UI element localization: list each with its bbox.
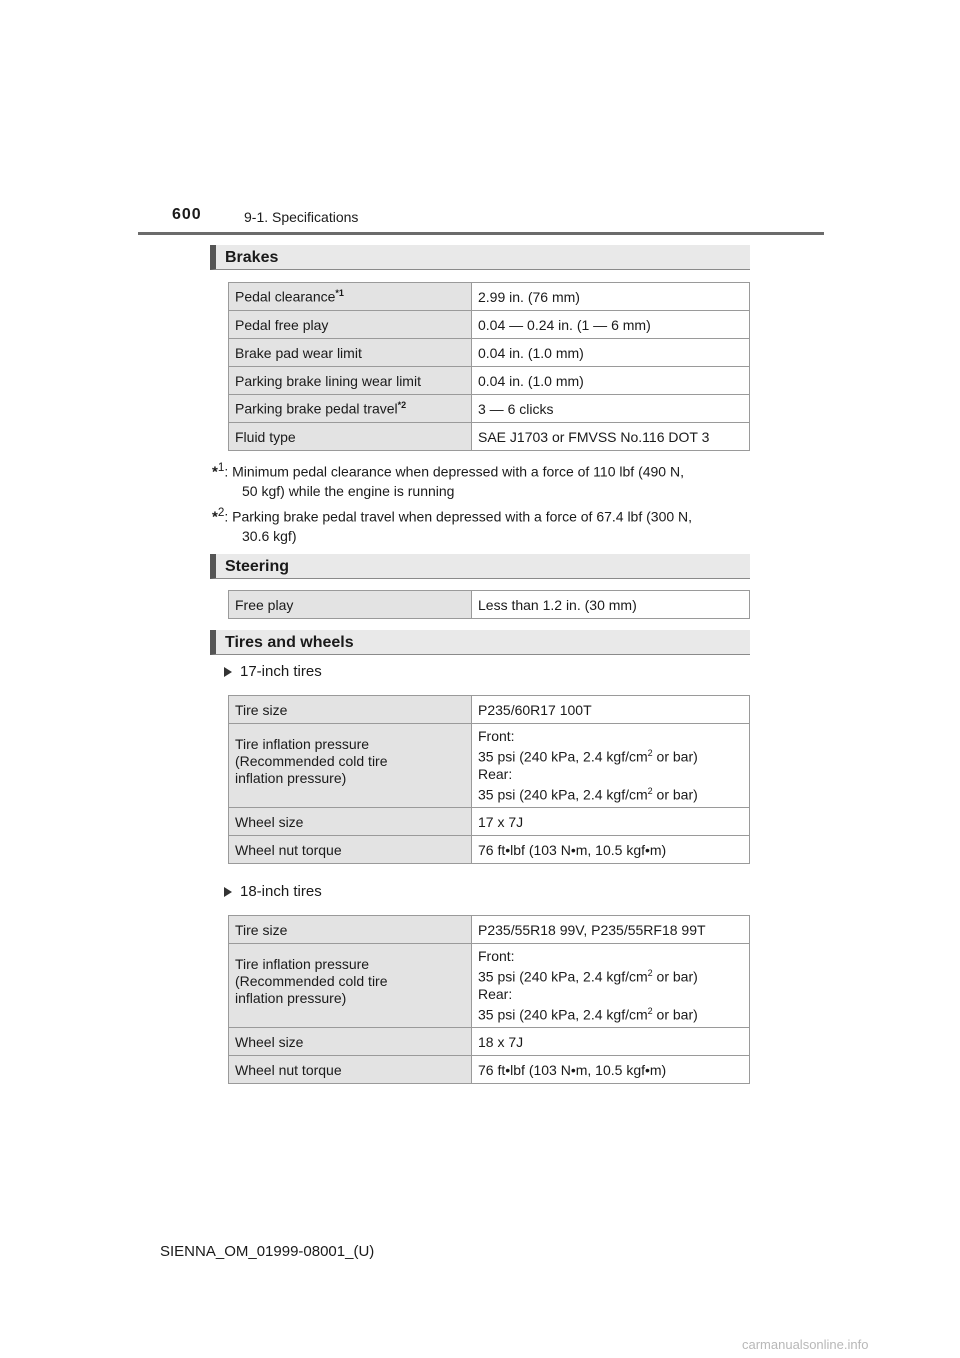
tires-17-table	[228, 695, 750, 864]
table-row	[229, 1056, 750, 1084]
header-rule	[138, 232, 824, 235]
tire-size-value: P235/55R18 99V, P235/55RF18 99T	[472, 916, 750, 944]
wheel-size-value: 17 x 7J	[472, 808, 750, 836]
tire-pressure-label: Tire inflation pressure (Recommended cold tire inflation pressure)	[229, 724, 472, 808]
pedal-free-play-value: 0.04 — 0.24 in. (1 — 6 mm)	[472, 311, 750, 339]
parking-lining-value: 0.04 in. (1.0 mm)	[472, 367, 750, 395]
brakes-title: Brakes	[225, 249, 279, 266]
wheel-torque-value: 76 ft•lbf (103 N•m, 10.5 kgf•m)	[472, 836, 750, 864]
footnote-text: : Parking brake pedal travel when depressed with a force of 67.4 lbf (300 N,	[224, 508, 693, 525]
fluid-type-label: Fluid type	[229, 423, 472, 451]
table-row	[229, 591, 750, 619]
footnote-1	[212, 458, 752, 501]
parking-travel-value: 3 — 6 clicks	[472, 395, 750, 423]
table-row	[229, 395, 750, 423]
wheel-torque-value: 76 ft•lbf (103 N•m, 10.5 kgf•m)	[472, 1056, 750, 1084]
tires-section-bar	[210, 630, 750, 655]
watermark[interactable]: carmanualsonline.info	[742, 1337, 869, 1352]
footnote-2	[212, 503, 752, 546]
table-row	[229, 836, 750, 864]
tire-size-label: Tire size	[229, 696, 472, 724]
pedal-clearance-value: 2.99 in. (76 mm)	[472, 283, 750, 311]
table-row	[229, 916, 750, 944]
tires-18-table	[228, 915, 750, 1084]
triangle-bullet-icon	[224, 667, 232, 677]
table-row	[229, 1028, 750, 1056]
front-value: 35 psi (240 kPa, 2.4 kgf/$cm^2$ or bar)	[478, 748, 698, 765]
section-title: 9-1. Specifications	[244, 209, 359, 225]
tires-title: Tires and wheels	[225, 634, 354, 651]
brakes-table	[228, 282, 750, 451]
document-id: SIENNA_OM_01999-08001_(U)	[160, 1243, 375, 1260]
tires-18-heading	[224, 883, 322, 900]
footnote-mark: *	[212, 508, 218, 526]
rear-value: 35 psi (240 kPa, 2.4 kgf/$cm^2$ or bar)	[478, 785, 698, 803]
table-row	[229, 339, 750, 367]
wheel-size-value: 18 x 7J	[472, 1028, 750, 1056]
pedal-clearance-label: Pedal clearance$^{*1}$	[229, 283, 472, 311]
rear-label: Rear:	[478, 765, 513, 782]
footnote-cont: 50 kgf) while the engine is running	[242, 482, 455, 499]
fluid-type-value: SAE J1703 or FMVSS No.116 DOT 3	[472, 423, 750, 451]
tire-pressure-value	[472, 724, 750, 808]
tire-pressure-label: Tire inflation pressure (Recommended cold tire inflation pressure)	[229, 944, 472, 1028]
table-row	[229, 944, 750, 1028]
footnote-text: : Minimum pedal clearance when depressed with a force of 110 lbf (490 N,	[224, 463, 684, 480]
footnote-num: 2	[217, 506, 225, 519]
wheel-torque-label: Wheel nut torque	[229, 836, 472, 864]
steering-title: Steering	[225, 558, 290, 575]
tires-17-heading	[224, 663, 322, 680]
steering-section-bar	[210, 554, 750, 579]
tire-size-value: P235/60R17 100T	[472, 696, 750, 724]
front-label: Front:	[478, 948, 515, 964]
wheel-size-label: Wheel size	[229, 808, 472, 836]
steering-free-play-value: Less than 1.2 in. (30 mm)	[472, 591, 750, 619]
steering-free-play-label: Free play	[229, 591, 472, 619]
table-row	[229, 311, 750, 339]
parking-travel-label: Parking brake pedal travel$^{*2}$	[229, 395, 472, 423]
brake-pad-wear-value: 0.04 in. (1.0 mm)	[472, 339, 750, 367]
table-row	[229, 367, 750, 395]
triangle-bullet-icon	[224, 887, 232, 897]
footnote-num: 1	[217, 461, 225, 474]
table-row	[229, 283, 750, 311]
footnote-cont: 30.6 kgf)	[242, 527, 297, 544]
tires-17-heading-text: 17-inch tires	[240, 663, 322, 680]
brake-pad-wear-label: Brake pad wear limit	[229, 339, 472, 367]
tires-18-heading-text: 18-inch tires	[240, 883, 322, 900]
tire-pressure-value	[472, 944, 750, 1028]
table-row	[229, 696, 750, 724]
rear-label: Rear:	[478, 985, 513, 1002]
parking-lining-label: Parking brake lining wear limit	[229, 367, 472, 395]
table-row	[229, 423, 750, 451]
front-value: 35 psi (240 kPa, 2.4 kgf/$cm^2$ or bar)	[478, 968, 698, 985]
steering-table	[228, 590, 750, 619]
table-row	[229, 808, 750, 836]
brakes-section-bar	[210, 245, 750, 270]
rear-value: 35 psi (240 kPa, 2.4 kgf/$cm^2$ or bar)	[478, 1005, 698, 1023]
tire-size-label: Tire size	[229, 916, 472, 944]
footnote-mark: *	[212, 463, 218, 481]
front-label: Front:	[478, 728, 515, 744]
table-row	[229, 724, 750, 808]
wheel-torque-label: Wheel nut torque	[229, 1056, 472, 1084]
wheel-size-label: Wheel size	[229, 1028, 472, 1056]
pedal-free-play-label: Pedal free play	[229, 311, 472, 339]
page-number: 600	[172, 206, 202, 223]
